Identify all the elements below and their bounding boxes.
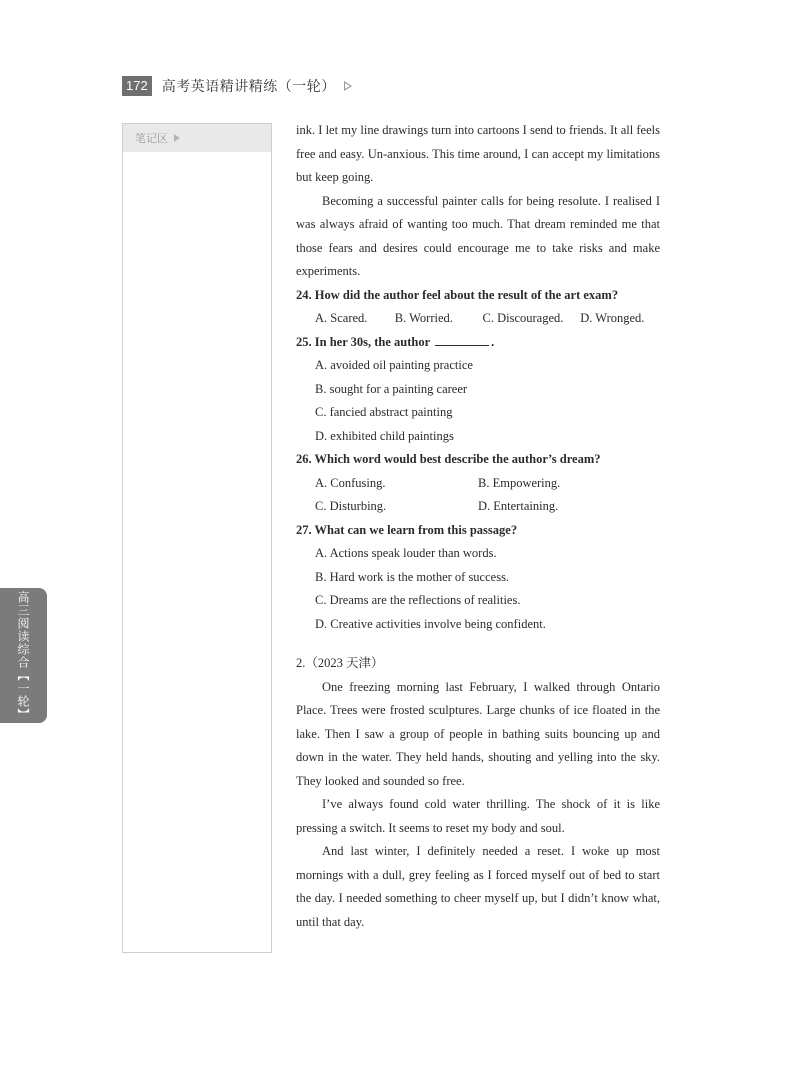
passage2-paragraph: I’ve always found cold water thrilling. The shock of it is like pressing a switch. It seems to reset my body and soul. <box>296 797 660 835</box>
option-b: B. Worried. <box>394 311 453 325</box>
option-d: D. Wronged. <box>580 311 645 325</box>
book-title: 高考英语精讲精练（一轮） <box>161 79 336 95</box>
option-d: D. exhibited child paintings <box>315 428 454 443</box>
question-24-stem: 24. How did the author feel about the result of the art exam? <box>296 287 619 302</box>
notes-panel <box>122 123 272 953</box>
question-25-stem-end: . <box>491 334 495 349</box>
page-number: 172 <box>122 76 152 96</box>
side-tab-label: 高三阅读综合【一轮】 <box>16 590 30 721</box>
notes-label: 笔记区 <box>135 132 168 145</box>
question-26-options-row1 <box>296 472 660 496</box>
question-26-options-row2 <box>296 495 660 519</box>
question-25-stem <box>296 331 660 355</box>
option-c: C. Discouraged. <box>482 311 564 325</box>
option-b: B. Hard work is the mother of success. <box>315 569 510 584</box>
option-d: D. Creative activities involve being confident. <box>315 616 546 631</box>
option-a: A. avoided oil painting practice <box>315 358 473 372</box>
option-a: A. Confusing. <box>315 475 386 490</box>
option-a: A. Scared. <box>315 311 368 325</box>
question-24-options <box>296 307 660 331</box>
main-content <box>296 119 660 934</box>
page-header <box>122 76 352 96</box>
passage2-source: 2.（2023 天津） <box>296 656 384 670</box>
option-c: C. fancied abstract painting <box>315 405 453 419</box>
option-b: B. sought for a painting career <box>315 381 468 396</box>
option-c: C. Disturbing. <box>315 499 387 513</box>
option-a: A. Actions speak louder than words. <box>315 546 497 560</box>
passage2-paragraph: And last winter, I definitely needed a reset. I woke up most mornings with a dull, grey feeling as I forced myself out of bed to start the day. I needed something to cheer myself up, but I didn’t know what, until that day. <box>296 844 660 929</box>
side-section-tab <box>0 588 47 723</box>
option-d: D. Entertaining. <box>478 499 559 513</box>
play-triangle-icon <box>174 134 180 142</box>
notes-header <box>123 124 271 152</box>
option-c: C. Dreams are the reflections of realities. <box>315 593 521 607</box>
option-b: B. Empowering. <box>478 475 561 490</box>
play-triangle-icon <box>344 81 352 91</box>
answer-blank <box>435 333 489 346</box>
question-26-stem: 26. Which word would best describe the author’s dream? <box>296 452 601 466</box>
question-27-stem: 27. What can we learn from this passage? <box>296 522 518 537</box>
passage2-paragraph: One freezing morning last February, I walked through Ontario Place. Trees were frosted sculptures. Large chunks of ice floated in the lake. Then I saw a group of people in bathing suits bouncing up and down in the water. They held hands, shouting and yelling into the sky. They looked and sounded so free. <box>296 679 660 788</box>
passage1-paragraph: ink. I let my line drawings turn into cartoons I send to friends. It all feels free and easy. Un-anxious. This time around, I can accept my limitations but keep going. <box>296 123 660 184</box>
passage1-paragraph: Becoming a successful painter calls for being resolute. I realised I was always afraid of wanting too much. That dream reminded me that those fears and desires could encourage me to take risks and make experiments. <box>296 193 660 278</box>
question-25-stem-text: 25. In her 30s, the author <box>296 334 430 349</box>
